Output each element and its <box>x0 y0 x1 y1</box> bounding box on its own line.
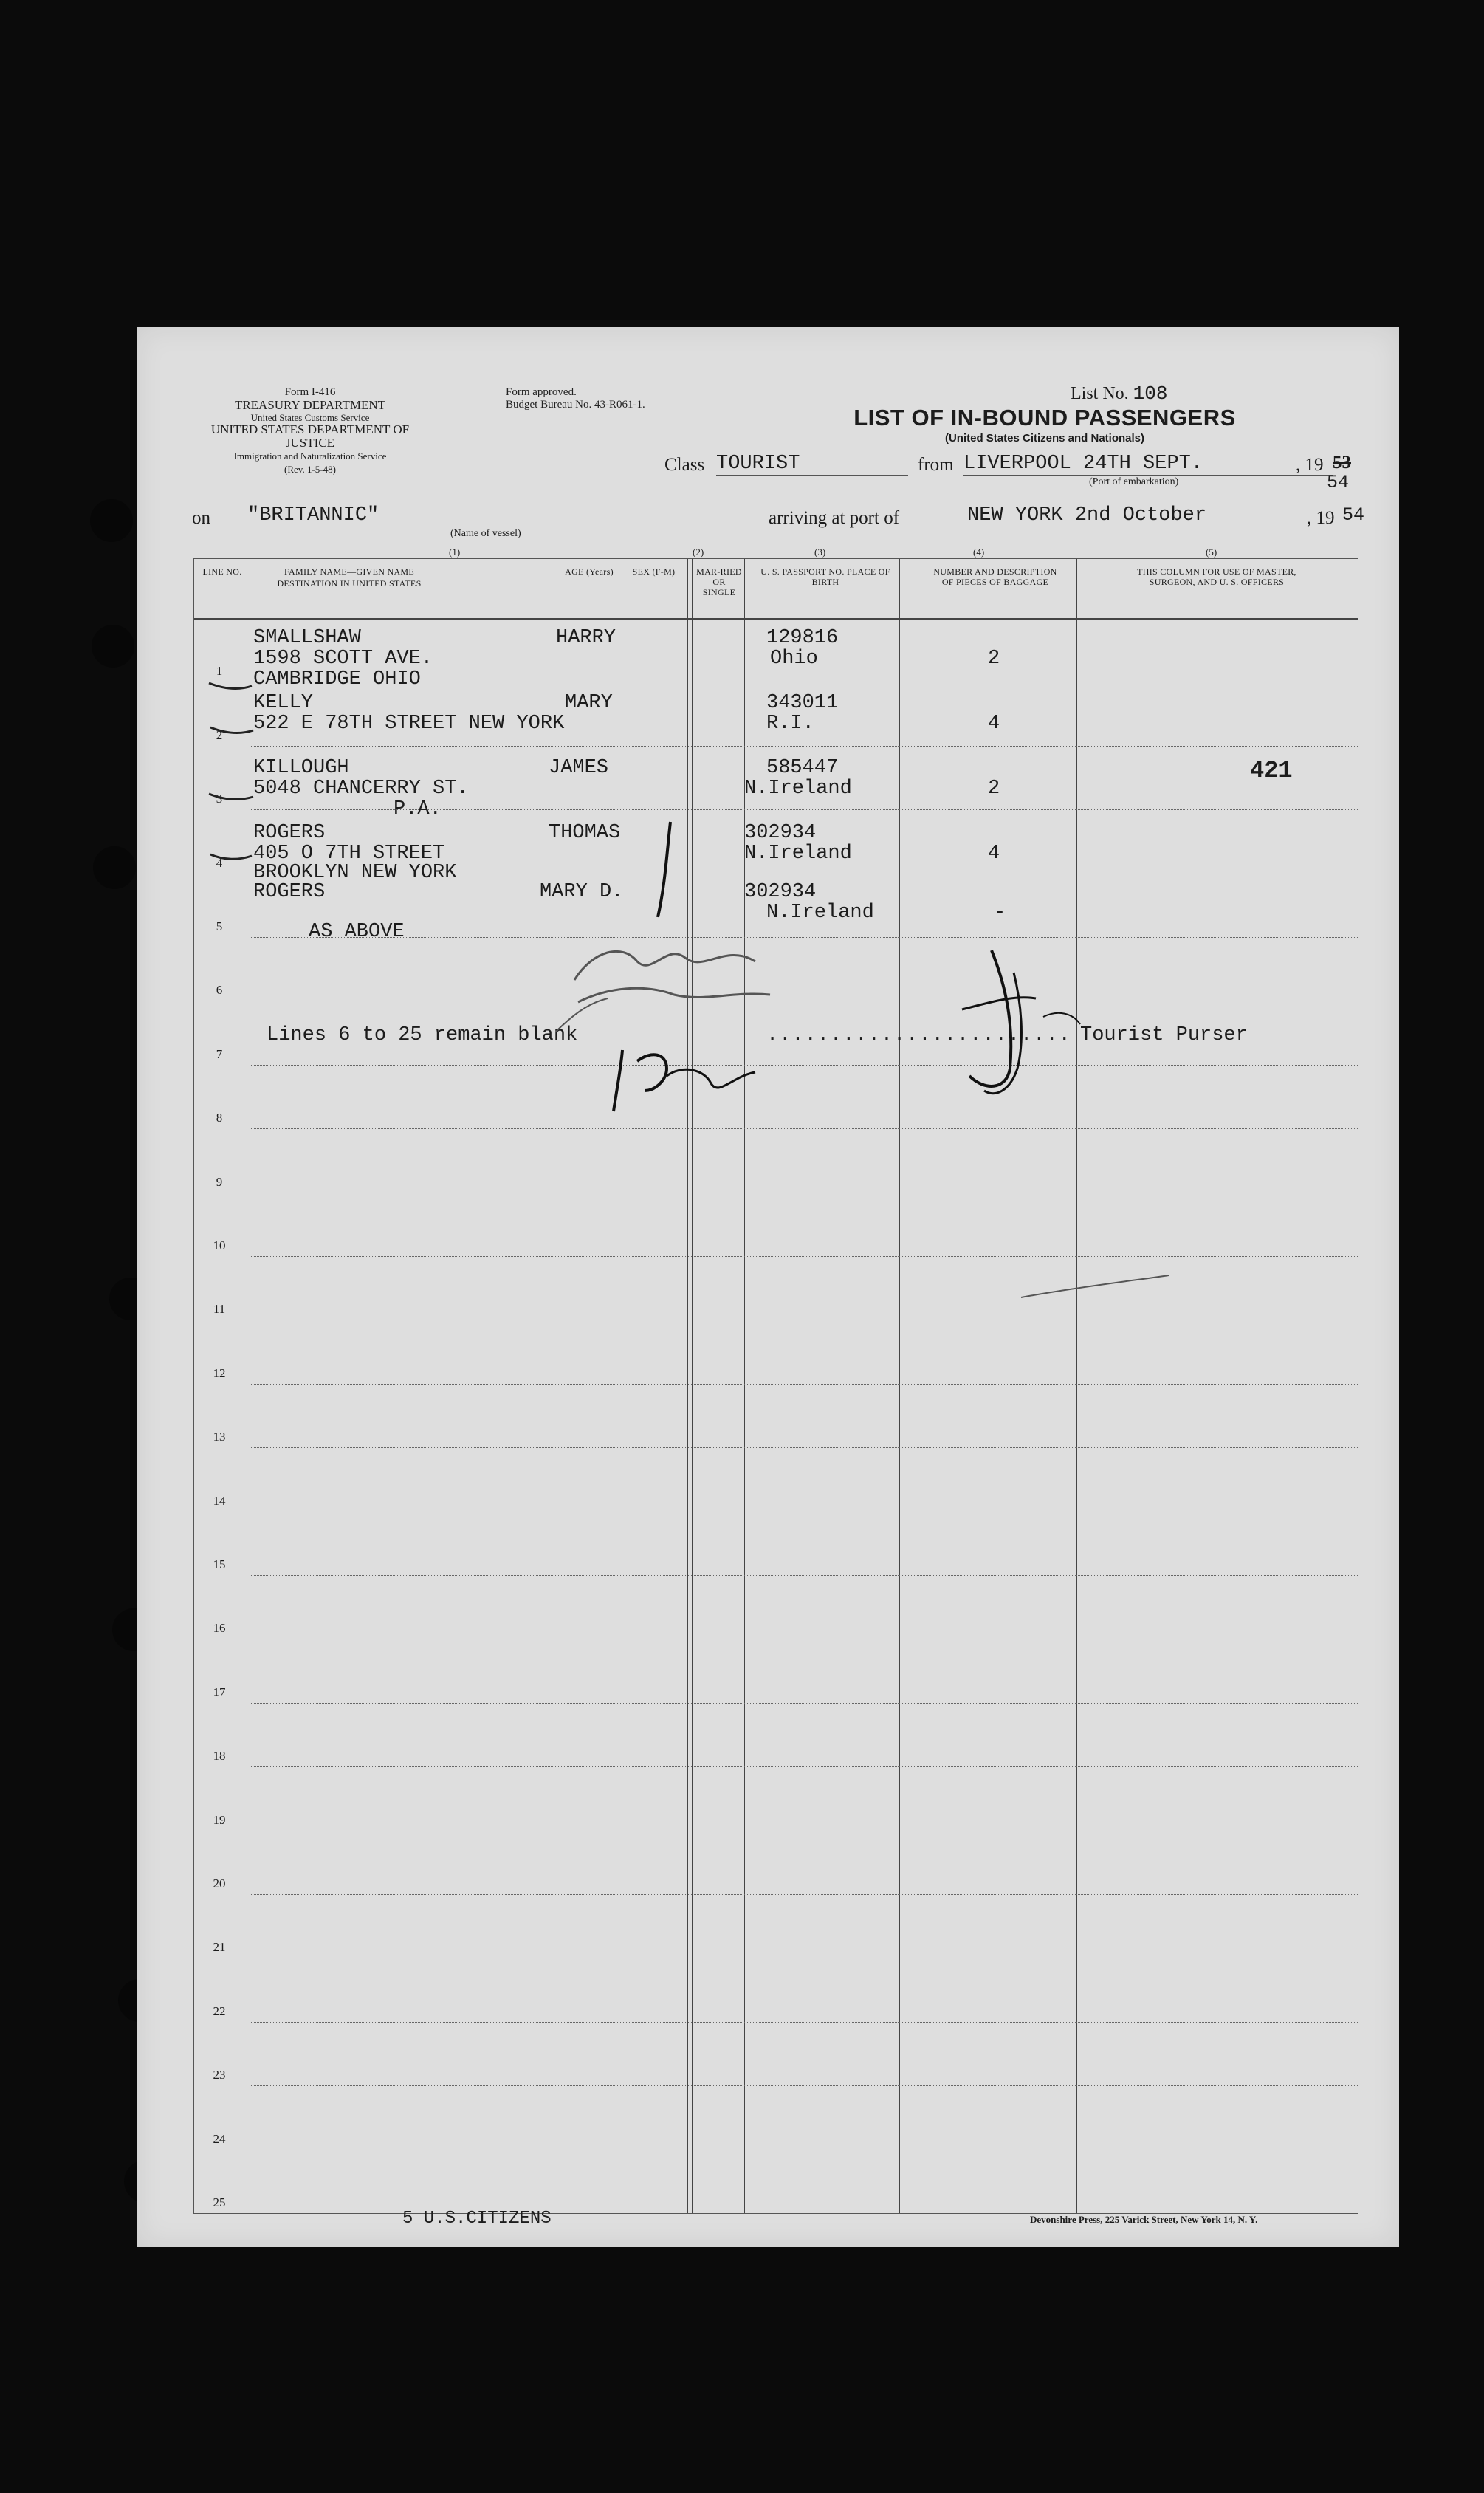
row-number: 19 <box>213 1812 226 1827</box>
r1-city: CAMBRIDGE OHIO <box>253 668 421 690</box>
r2-birthplace: R.I. <box>766 713 814 735</box>
r2-address: 522 E 78TH STREET NEW YORK <box>253 713 565 735</box>
manifest-page <box>137 327 1399 2247</box>
r5-family-name: ROGERS <box>253 881 326 903</box>
r4-baggage: 4 <box>988 843 1000 865</box>
row-number: 21 <box>213 1940 226 1955</box>
citizens-count: 5 U.S.CITIZENS <box>402 2209 552 2229</box>
r3-baggage: 2 <box>988 778 1000 800</box>
form-revision: (Rev. 1-5-48) <box>284 464 336 475</box>
from-label: from <box>918 455 954 475</box>
r5-birthplace: N.Ireland <box>766 902 874 924</box>
printer-imprint: Devonshire Press, 225 Varick Street, New York 14, N. Y. <box>1030 2214 1258 2225</box>
r5-address: AS ABOVE <box>309 921 405 943</box>
col-num-2: (2) <box>693 546 704 558</box>
page-subtitle: (United States Citizens and Nationals) <box>944 432 1145 445</box>
r3-state: P.A. <box>394 798 442 820</box>
row-number: 1 <box>216 664 223 679</box>
r1-baggage: 2 <box>988 648 1000 670</box>
vessel-name: "BRITANNIC" <box>247 504 838 527</box>
year1-prefix: , 19 <box>1296 455 1324 475</box>
list-number <box>1071 383 1178 405</box>
col-sex: SEX (F-M) <box>632 566 676 577</box>
r1-given-name: HARRY <box>556 627 616 649</box>
budget-bureau: Budget Bureau No. 43-R061-1. <box>506 399 645 411</box>
col-age: AGE (Years) <box>565 566 614 577</box>
col-num-1: (1) <box>449 546 461 558</box>
blank-lines-remark: Lines 6 to 25 remain blank <box>267 1024 578 1046</box>
binding-hole <box>93 846 136 889</box>
form-approved: Form approved. <box>506 386 577 398</box>
vessel-note: (Name of vessel) <box>450 528 521 539</box>
row-number: 15 <box>213 1557 226 1571</box>
r3-birthplace: N.Ireland <box>744 778 852 800</box>
justice-block <box>188 423 432 476</box>
col-passport: U. S. PASSPORT NO. PLACE OF BIRTH <box>760 566 890 587</box>
row-number: 20 <box>213 1876 226 1890</box>
row-number: 16 <box>213 1621 226 1636</box>
r1-birthplace: Ohio <box>770 648 818 670</box>
row-number: 8 <box>216 1111 223 1125</box>
row-number: 10 <box>213 1238 226 1252</box>
row-number: 23 <box>213 2068 226 2082</box>
row-number: 4 <box>216 855 223 870</box>
treasury-dept: TREASURY DEPARTMENT <box>234 398 386 412</box>
col-num-4: (4) <box>973 546 985 558</box>
binding-hole <box>92 625 134 668</box>
col-married: MAR-RIED OR SINGLE <box>696 566 742 597</box>
year1-struck: 53 <box>1333 453 1351 473</box>
approval-block <box>506 386 749 411</box>
embarkation-value: LIVERPOOL 24TH SEPT. <box>963 453 1333 476</box>
row-number: 14 <box>213 1493 226 1508</box>
arrival-value: NEW YORK 2nd October <box>967 504 1307 527</box>
r4-birthplace: N.Ireland <box>744 843 852 865</box>
arriving-label: arriving at port of <box>769 508 900 528</box>
r5-passport: 302934 <box>744 881 817 903</box>
page-title: LIST OF IN-BOUND PASSENGERS <box>853 405 1236 431</box>
embarkation-note: (Port of embarkation) <box>1089 476 1179 487</box>
class-label: Class <box>664 455 705 475</box>
row-number: 13 <box>213 1430 226 1444</box>
form-number: Form I-416 <box>284 386 336 398</box>
row-number: 24 <box>213 2131 226 2146</box>
r3-passport: 585447 <box>766 757 839 779</box>
row-number: 9 <box>216 1174 223 1189</box>
dept-justice: UNITED STATES DEPARTMENT OF JUSTICE <box>210 422 410 450</box>
r2-family-name: KELLY <box>253 692 314 714</box>
r5-baggage: - <box>994 902 1006 924</box>
r5-given-name: MARY D. <box>540 881 624 903</box>
r1-address: 1598 SCOTT AVE. <box>253 648 433 670</box>
r4-family-name: ROGERS <box>253 822 326 844</box>
row-number: 5 <box>216 919 223 933</box>
on-label: on <box>192 508 210 528</box>
r4-given-name: THOMAS <box>549 822 621 844</box>
year2-prefix: , 19 <box>1307 508 1335 528</box>
binding-hole <box>90 499 133 542</box>
row-number: 11 <box>213 1302 226 1317</box>
r2-passport: 343011 <box>766 692 839 714</box>
r3-officer-note: 421 <box>1250 757 1293 784</box>
r3-given-name: JAMES <box>549 757 609 779</box>
col-destination: DESTINATION IN UNITED STATES <box>277 578 422 589</box>
r1-family-name: SMALLSHAW <box>253 627 361 649</box>
row-number: 18 <box>213 1749 226 1763</box>
col-baggage: NUMBER AND DESCRIPTION OF PIECES OF BAGGAGE <box>933 566 1057 587</box>
remark-dots: ........................ <box>766 1024 1071 1046</box>
list-no-value: 108 <box>1133 383 1178 405</box>
row-number: 25 <box>213 2195 226 2209</box>
row-number: 22 <box>213 2003 226 2018</box>
col-line-no: LINE NO. <box>202 566 242 577</box>
row-number: 2 <box>216 727 223 742</box>
r4-address: 405 O 7TH STREET <box>253 843 445 865</box>
r3-address: 5048 CHANCERRY ST. <box>253 778 469 800</box>
r4-passport: 302934 <box>744 822 817 844</box>
r3-family-name: KILLOUGH <box>253 757 349 779</box>
year2-value: 54 <box>1342 504 1365 526</box>
customs-service: United States Customs Service <box>250 412 370 423</box>
r4-city: BROOKLYN NEW YORK <box>253 862 457 884</box>
r1-passport: 129816 <box>766 627 839 649</box>
r2-baggage: 4 <box>988 713 1000 735</box>
list-no-label: List No. <box>1071 384 1129 403</box>
form-dept-block <box>188 386 432 424</box>
handwritten-annotations <box>194 559 1358 2213</box>
col-num-3: (3) <box>814 546 826 558</box>
passenger-table <box>193 546 1358 2214</box>
row-number: 6 <box>216 983 223 998</box>
row-number: 7 <box>216 1046 223 1061</box>
ins-service: Immigration and Naturalization Service <box>233 450 387 462</box>
row-number: 12 <box>213 1365 226 1380</box>
row-number: 17 <box>213 1684 226 1699</box>
col-num-5: (5) <box>1206 546 1217 558</box>
col-family-name: FAMILY NAME—GIVEN NAME <box>284 566 415 577</box>
row-number: 3 <box>216 792 223 806</box>
col-officers: THIS COLUMN FOR USE OF MASTER, SURGEON, AND U. S. OFFICERS <box>1137 566 1296 587</box>
class-value: TOURIST <box>716 453 908 476</box>
year1-correction: 54 <box>1327 472 1350 493</box>
tourist-purser: Tourist Purser <box>1080 1024 1248 1046</box>
r2-given-name: MARY <box>565 692 613 714</box>
